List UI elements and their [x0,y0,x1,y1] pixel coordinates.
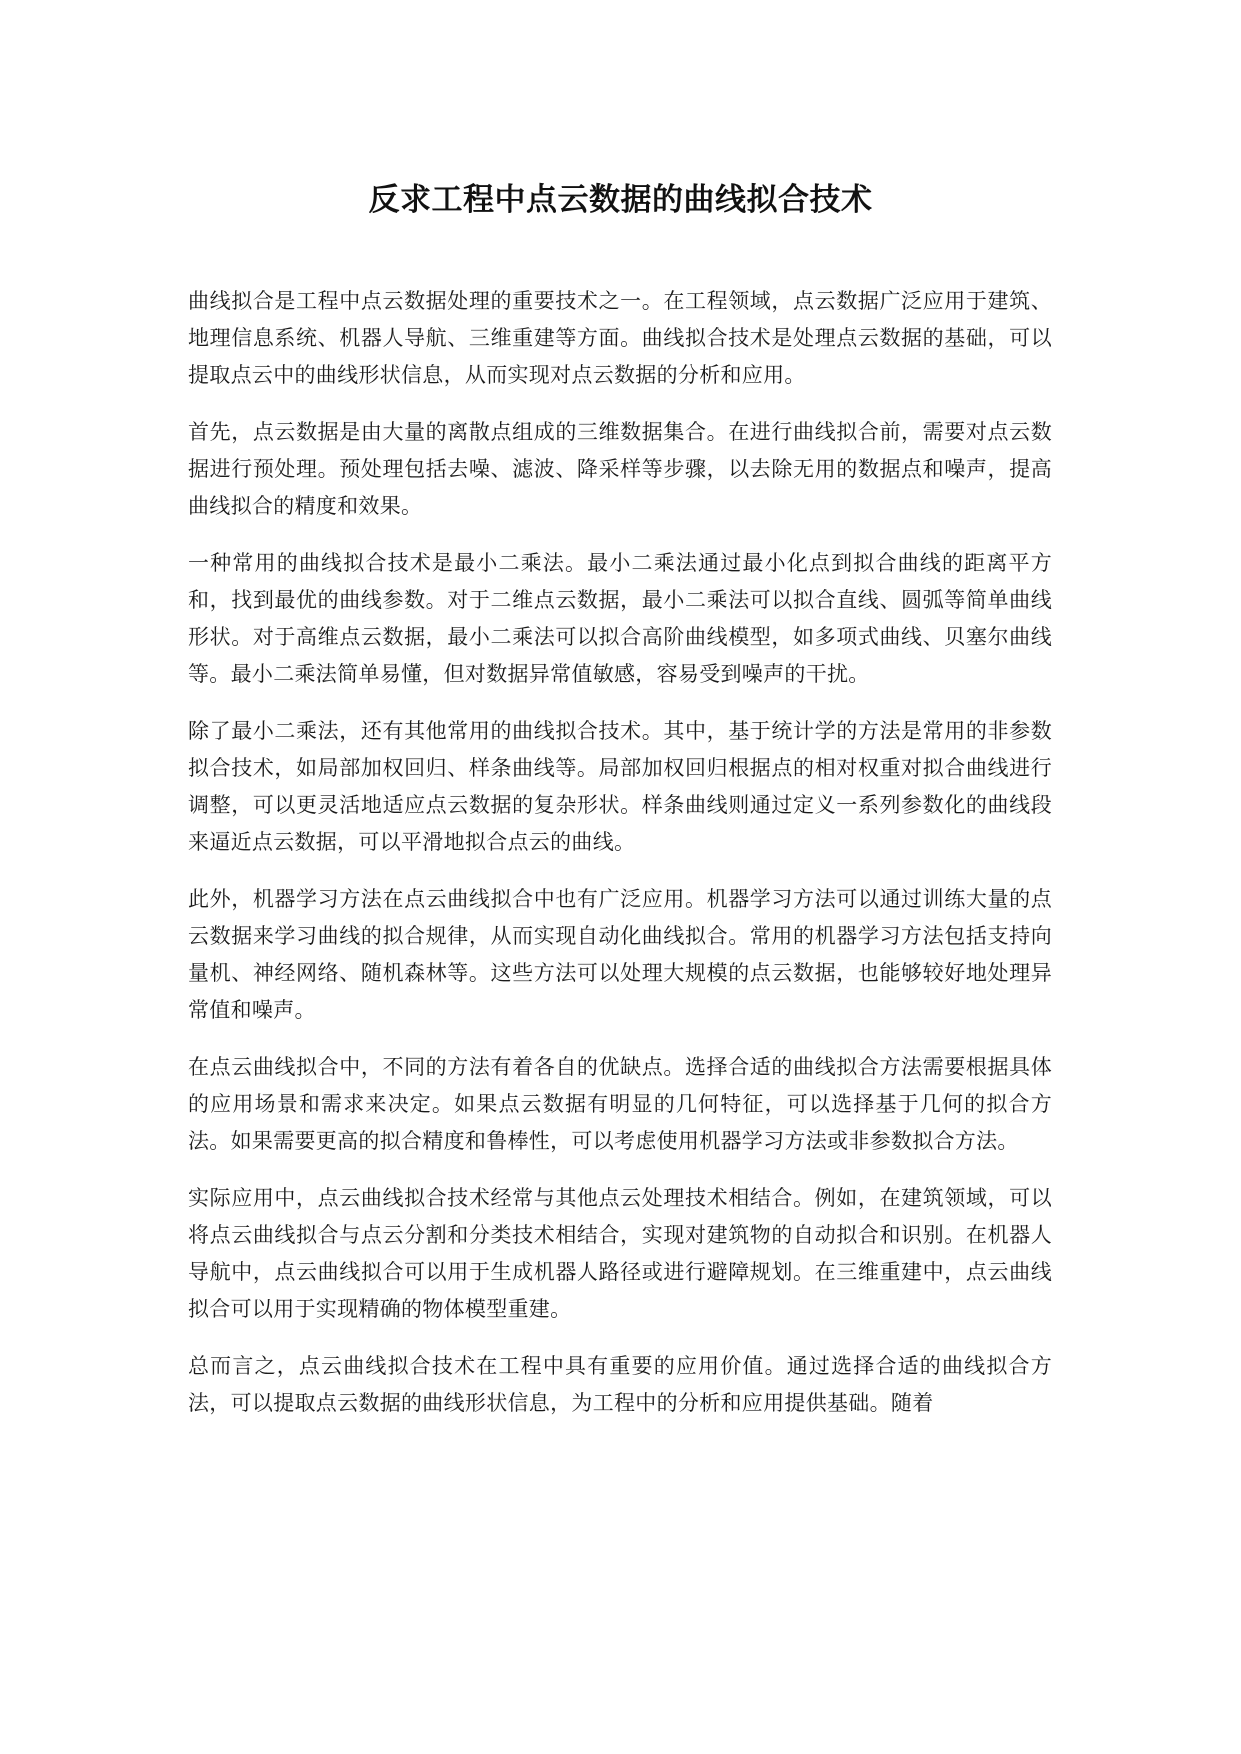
paragraph: 在点云曲线拟合中，不同的方法有着各自的优缺点。选择合适的曲线拟合方法需要根据具体的应用场景和需求来决定。如果点云数据有明显的几何特征，可以选择基于几何的拟合方法。如果需要更高的拟合精度和鲁棒性，可以考虑使用机器学习方法或非参数拟合方法。 [188,1055,1052,1153]
paragraph: 此外，机器学习方法在点云曲线拟合中也有广泛应用。机器学习方法可以通过训练大量的点云数据来学习曲线的拟合规律，从而实现自动化曲线拟合。常用的机器学习方法包括支持向量机、神经网络、随机森林等。这些方法可以处理大规模的点云数据，也能够较好地处理异常值和噪声。 [188,887,1052,1022]
document-body [188,283,1052,1442]
paragraph: 实际应用中，点云曲线拟合技术经常与其他点云处理技术相结合。例如，在建筑领域，可以将点云曲线拟合与点云分割和分类技术相结合，实现对建筑物的自动拟合和识别。在机器人导航中，点云曲线拟合可以用于生成机器人路径或进行避障规划。在三维重建中，点云曲线拟合可以用于实现精确的物体模型重建。 [188,1186,1052,1321]
paragraph: 曲线拟合是工程中点云数据处理的重要技术之一。在工程领域，点云数据广泛应用于建筑、地理信息系统、机器人导航、三维重建等方面。曲线拟合技术是处理点云数据的基础，可以提取点云中的曲线形状信息，从而实现对点云数据的分析和应用。 [188,289,1052,387]
paragraph: 首先，点云数据是由大量的离散点组成的三维数据集合。在进行曲线拟合前，需要对点云数据进行预处理。预处理包括去噪、滤波、降采样等步骤，以去除无用的数据点和噪声，提高曲线拟合的精度和效果。 [188,420,1052,518]
paragraph: 除了最小二乘法，还有其他常用的曲线拟合技术。其中，基于统计学的方法是常用的非参数拟合技术，如局部加权回归、样条曲线等。局部加权回归根据点的相对权重对拟合曲线进行调整，可以更灵活地适应点云数据的复杂形状。样条曲线则通过定义一系列参数化的曲线段来逼近点云数据，可以平滑地拟合点云的曲线。 [188,719,1052,854]
paragraph: 总而言之，点云曲线拟合技术在工程中具有重要的应用价值。通过选择合适的曲线拟合方法，可以提取点云数据的曲线形状信息，为工程中的分析和应用提供基础。随着 [188,1354,1052,1415]
paragraph: 一种常用的曲线拟合技术是最小二乘法。最小二乘法通过最小化点到拟合曲线的距离平方和，找到最优的曲线参数。对于二维点云数据，最小二乘法可以拟合直线、圆弧等简单曲线形状。对于高维点云数据，最小二乘法可以拟合高阶曲线模型，如多项式曲线、贝塞尔曲线等。最小二乘法简单易懂，但对数据异常值敏感，容易受到噪声的干扰。 [188,551,1052,686]
document-title: 反求工程中点云数据的曲线拟合技术 [368,182,873,218]
